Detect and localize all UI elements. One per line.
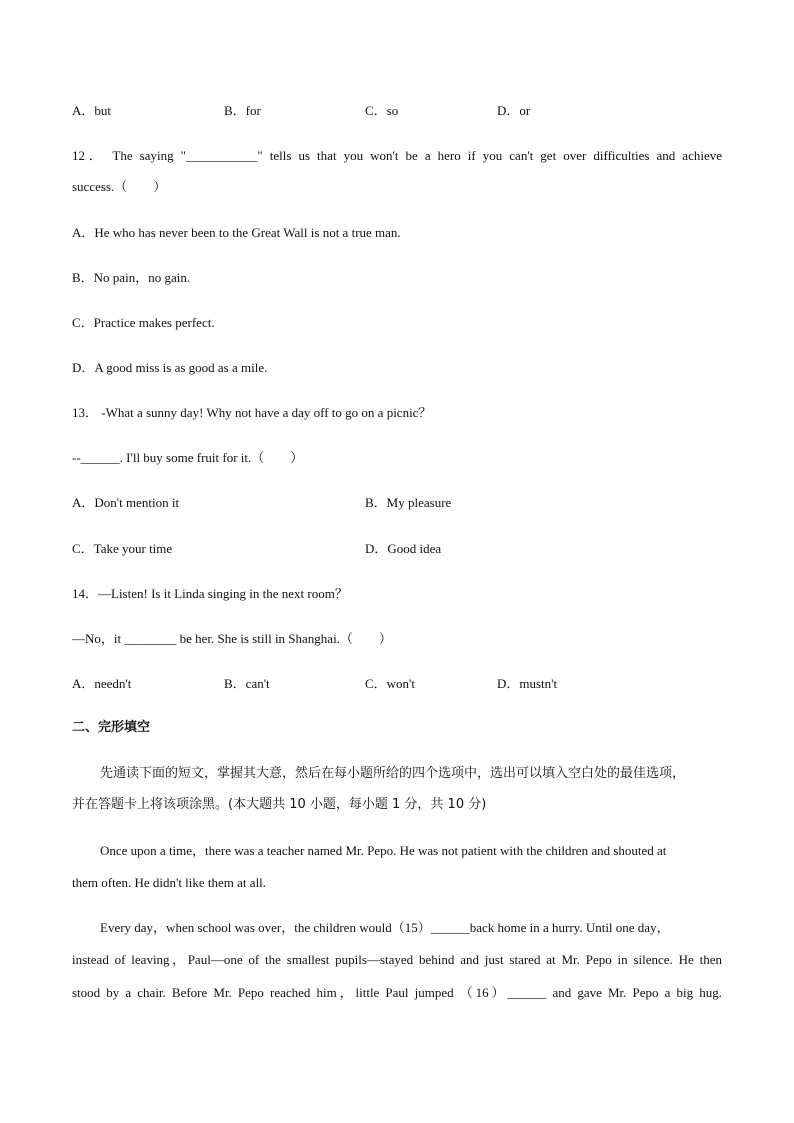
section-instructions-line1: 先通读下面的短文，掌握其大意，然后在每小题所给的四个选项中，选出可以填入空白处的最佳选项，: [100, 766, 686, 781]
q13-stem-line2: --______. I'll buy some fruit for it.（ ）: [72, 450, 304, 465]
section-instructions-line2: 并在答题卡上将该项涂黑。(本大题共 10 小题，每小题 1 分，共 10 分): [72, 797, 487, 812]
q13-stem-line1: 13． -What a sunny day! Why not have a day off to go on a picnic？: [72, 405, 432, 420]
passage-p2-line2: instead of leaving，Paul—one of the smallest pupils—stayed behind and just stared at Mr. Pepo in silence. He then: [72, 952, 722, 967]
q12-stem-line1: 12． The saying "___________" tells us that you won't be a hero if you can't get over difficulties and achieve: [72, 148, 722, 163]
q14-option-c: C．won't: [365, 676, 416, 691]
q13-option-c: C．Take your time: [72, 541, 173, 556]
passage-p2-line3: stood by a chair. Before Mr. Pepo reached him，little Paul jumped （16）______ and gave Mr. Pepo a big hug.: [72, 985, 722, 1000]
q13-option-a: A．Don't mention it: [72, 495, 180, 510]
q12-option-c: C．Practice makes perfect.: [72, 315, 215, 330]
q14-stem-line2: —No，it ________ be her. She is still in Shanghai.（ ）: [72, 631, 392, 646]
passage-p1-line2: them often. He didn't like them at all.: [72, 875, 267, 890]
q14-option-d: D．mustn't: [497, 676, 558, 691]
q13-option-b: B．My pleasure: [365, 495, 452, 510]
q13-option-d: D．Good idea: [365, 541, 442, 556]
q11-option-b: B．for: [224, 103, 261, 118]
q12-option-b: B．No pain，no gain.: [72, 270, 191, 285]
q14-option-a: A．needn't: [72, 676, 132, 691]
q14-option-b: B．can't: [224, 676, 270, 691]
q12-option-d: D．A good miss is as good as a mile.: [72, 360, 268, 375]
passage-p1-line1: Once upon a time，there was a teacher named Mr. Pepo. He was not patient with the children and shouted at: [100, 843, 667, 858]
q11-option-c: C．so: [365, 103, 399, 118]
q11-option-d: D．or: [497, 103, 531, 118]
section-heading: 二、完形填空: [72, 720, 151, 735]
q14-stem-line1: 14．—Listen! Is it Linda singing in the next room？: [72, 586, 348, 601]
q12-stem-line2: success.（ ）: [72, 179, 167, 194]
q11-option-a: A．but: [72, 103, 112, 118]
q12-option-a: A．He who has never been to the Great Wall is not a true man.: [72, 225, 401, 240]
passage-p2-line1: Every day，when school was over，the children would（15）______back home in a hurry. Until one day，: [100, 920, 670, 935]
